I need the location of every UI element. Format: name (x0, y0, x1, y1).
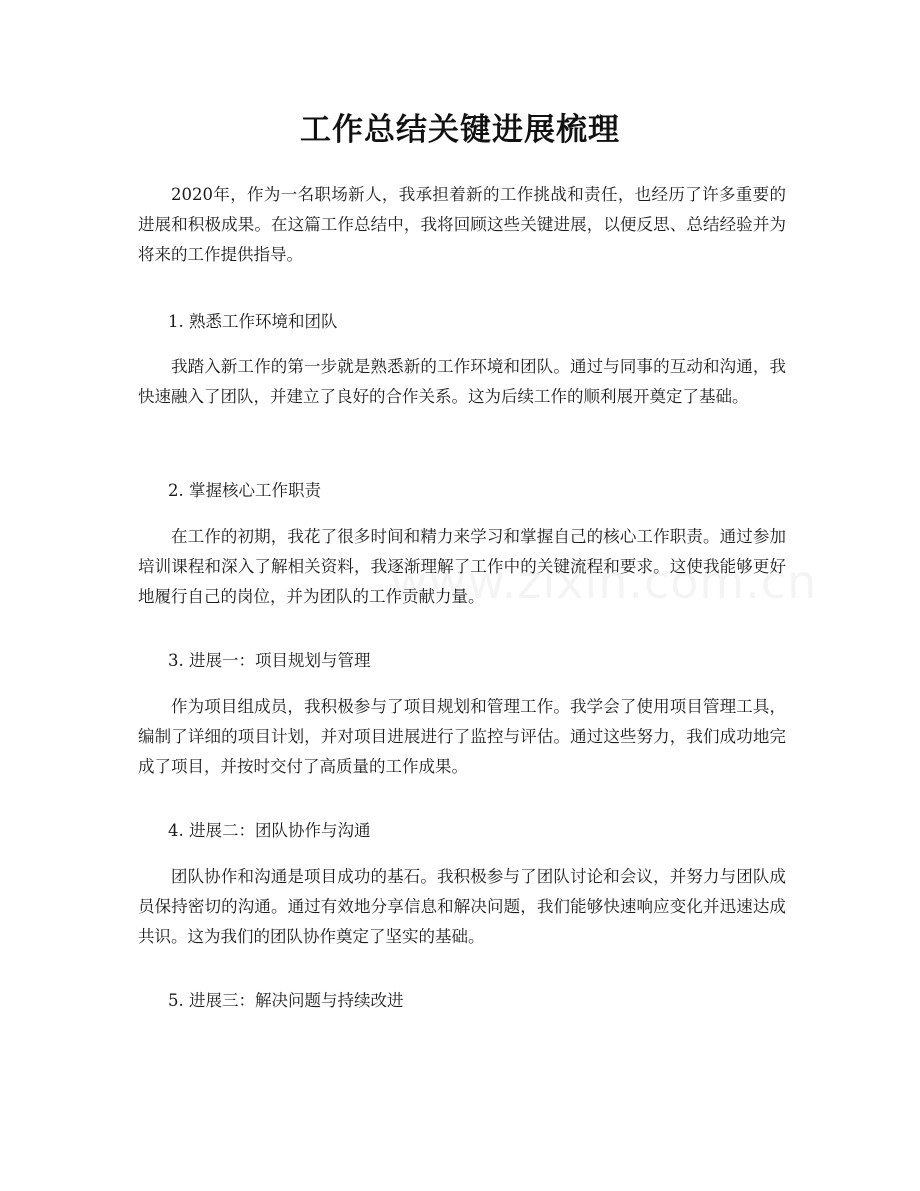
section-heading-5: 5. 进展三：解决问题与持续改进 (168, 991, 404, 1010)
section-heading-4: 4. 进展二：团队协作与沟通 (168, 821, 371, 840)
section-body-4: 团队协作和沟通是项目成功的基石。我积极参与了团队讨论和会议，并努力与团队成员保持密切的沟通。通过有效地分享信息和解决问题，我们能够快速响应变化并迅速达成共识。这为我们的团队协作奠定了坚实的基础。 (138, 867, 786, 946)
section-heading-3: 3. 进展一：项目规划与管理 (168, 651, 371, 670)
section-body-2: 在工作的初期，我花了很多时间和精力来学习和掌握自己的核心工作职责。通过参加培训课程和深入了解相关资料，我逐渐理解了工作中的关键流程和要求。这使我能够更好地履行自己的岗位，并为团队的工作贡献力量。 (138, 527, 786, 606)
document-title: 工作总结关键进展梳理 (300, 112, 620, 148)
section-heading-1: 1. 熟悉工作环境和团队 (168, 312, 338, 331)
section-heading-2: 2. 掌握核心工作职责 (168, 481, 321, 500)
section-body-1: 我踏入新工作的第一步就是熟悉新的工作环境和团队。通过与同事的互动和沟通，我快速融入了团队，并建立了良好的合作关系。这为后续工作的顺利展开奠定了基础。 (138, 357, 786, 406)
section-body-3: 作为项目组成员，我积极参与了项目规划和管理工作。我学会了使用项目管理工具，编制了详细的项目计划，并对项目进展进行了监控与评估。通过这些努力，我们成功地完成了项目，并按时交付了高质量的工作成果。 (138, 697, 786, 776)
intro-paragraph: 2020年，作为一名职场新人，我承担着新的工作挑战和责任，也经历了许多重要的进展和积极成果。在这篇工作总结中，我将回顾这些关键进展，以便反思、总结经验并为将来的工作提供指导。 (138, 185, 786, 264)
